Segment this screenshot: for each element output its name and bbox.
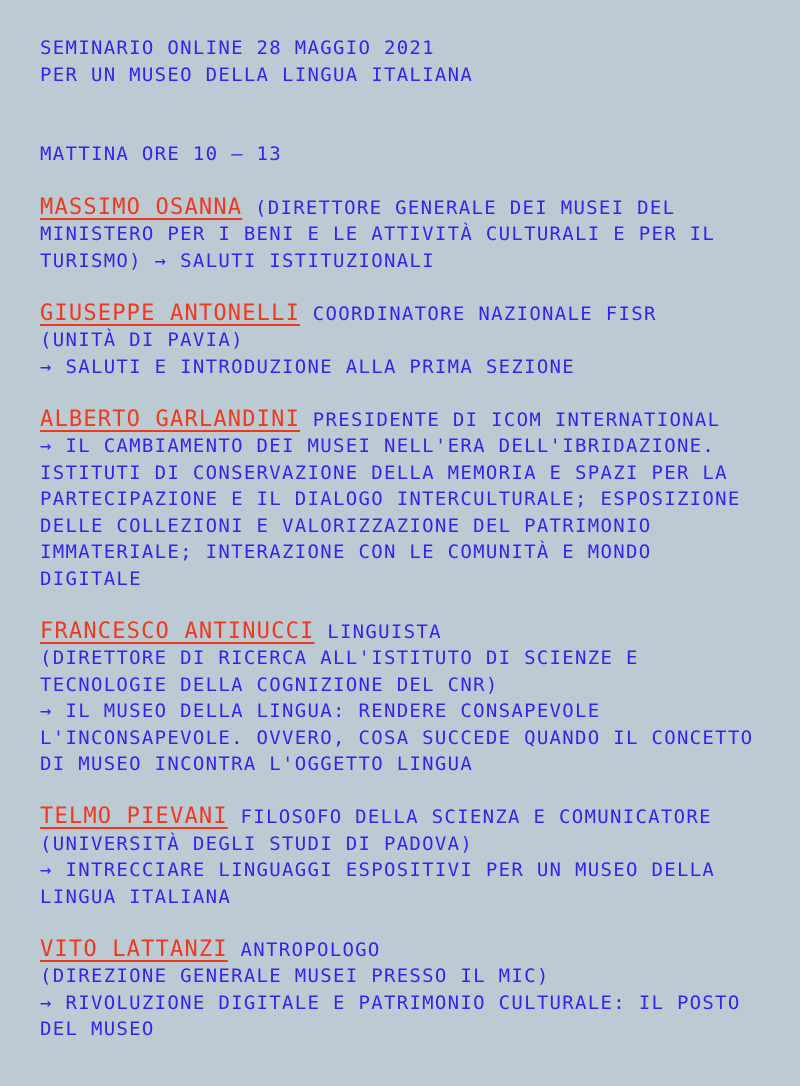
talk-item — [40, 619, 800, 778]
talk-item — [40, 804, 800, 910]
talk-line: TECNOLOGIE DELLA COGNIZIONE DEL CNR) — [40, 673, 499, 696]
talk-line: TURISMO) → SALUTI ISTITUZIONALI — [40, 249, 435, 272]
seminar-date-title: SEMINARIO ONLINE 28 MAGGIO 2021 — [40, 37, 435, 59]
speaker-link-osanna[interactable]: MASSIMO OSANNA — [40, 194, 243, 220]
talk-line: (UNIVERSITÀ DEGLI STUDI DI PADOVA) — [40, 832, 474, 855]
talk-line: MINISTERO PER I BENI E LE ATTIVITÀ CULTURALI E PER IL — [40, 223, 716, 245]
session-time-label: MATTINA ORE 10 – 13 — [40, 143, 283, 165]
talk-line: (DIREZIONE GENERALE MUSEI PRESSO IL MIC) — [40, 965, 550, 987]
speaker-link-pievani[interactable]: TELMO PIEVANI — [40, 804, 228, 829]
talk-item — [40, 195, 800, 275]
talk-line: LINGUA ITALIANA — [40, 885, 232, 908]
speaker-link-antinucci[interactable]: FRANCESCO ANTINUCCI — [40, 618, 315, 644]
talk-line: (UNITÀ DI PAVIA) — [40, 329, 244, 351]
talk-line: DI MUSEO INCONTRA L'OGGETTO LINGUA — [40, 753, 474, 775]
talk-item — [40, 937, 800, 1043]
talk-line: IMMATERIALE; INTERAZIONE CON LE COMUNITÀ E MONDO — [40, 541, 652, 563]
talk-line: PARTECIPAZIONE E IL DIALOGO INTERCULTURALE; ESPOSIZIONE — [40, 488, 741, 510]
talk-line: ISTITUTI DI CONSERVAZIONE DELLA MEMORIA E SPAZI PER LA — [40, 461, 728, 484]
speaker-link-antonelli[interactable]: GIUSEPPE ANTONELLI — [40, 300, 301, 326]
talk-line: → IL MUSEO DELLA LINGUA: RENDERE CONSAPEVOLE — [40, 700, 601, 722]
talk-line: DELLE COLLEZIONI E VALORIZZAZIONE DEL PATRIMONIO — [40, 514, 652, 537]
speaker-role: ANTROPOLOGO — [227, 938, 381, 961]
speaker-role: (DIRETTORE GENERALE DEI MUSEI DEL — [242, 196, 676, 219]
talk-line: DEL MUSEO — [40, 1018, 155, 1040]
talk-item — [40, 407, 800, 593]
talk-line: L'INCONSAPEVOLE. OVVERO, COSA SUCCEDE QUANDO IL CONCETTO — [40, 726, 754, 749]
speaker-role: LINGUISTA — [314, 620, 442, 643]
speaker-role: PRESIDENTE DI ICOM INTERNATIONAL — [300, 408, 721, 431]
morning-session — [40, 141, 800, 1043]
talk-line: → INTRECCIARE LINGUAGGI ESPOSITIVI PER UN MUSEO DELLA — [40, 859, 716, 881]
talk-line: → SALUTI E INTRODUZIONE ALLA PRIMA SEZIONE — [40, 355, 576, 378]
speaker-link-garlandini[interactable]: ALBERTO GARLANDINI — [40, 406, 301, 432]
talk-line: (DIRETTORE DI RICERCA ALL'ISTITUTO DI SCIENZE E — [40, 647, 639, 669]
talk-line: DIGITALE — [40, 567, 142, 590]
speaker-link-lattanzi[interactable]: VITO LATTANZI — [40, 936, 228, 962]
seminar-subtitle: PER UN MUSEO DELLA LINGUA ITALIANA — [40, 63, 474, 86]
talk-item — [40, 301, 800, 381]
speaker-role: FILOSOFO DELLA SCIENZA E COMUNICATORE — [227, 806, 712, 828]
talk-line: → RIVOLUZIONE DIGITALE E PATRIMONIO CULTURALE: IL POSTO — [40, 991, 741, 1014]
talk-line: → IL CAMBIAMENTO DEI MUSEI NELL'ERA DELL'IBRIDAZIONE. — [40, 435, 716, 457]
speaker-role: COORDINATORE NAZIONALE FISR — [300, 302, 657, 325]
seminar-header — [40, 35, 800, 88]
